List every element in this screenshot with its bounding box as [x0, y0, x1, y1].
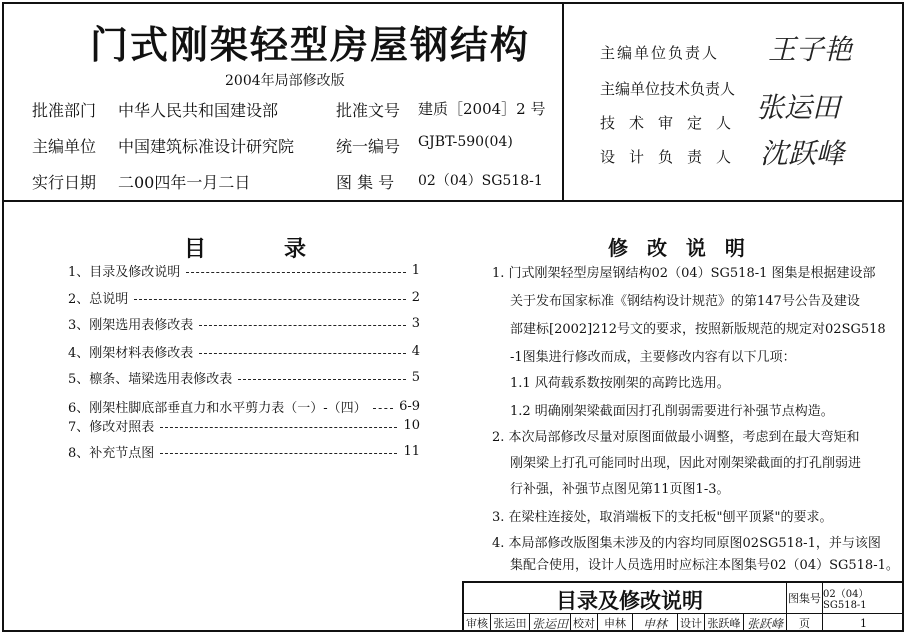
field-unified-no-label: 统一编号 [336, 137, 401, 156]
toc-leader [373, 408, 393, 409]
toc-item [68, 441, 420, 461]
toc-item-page: 10 [403, 417, 420, 433]
toc-leader [186, 272, 405, 273]
responsible-signature-1: 王子艳 [768, 33, 853, 66]
toc-item-label: 1、目录及修改说明 [68, 264, 181, 280]
toc-item [68, 415, 420, 435]
responsible-role-4: 设计负责人 [600, 148, 746, 166]
note-line: 1. 门式刚架轻型房屋钢结构02（04）SG518-1 图集是根据建设部 [492, 266, 876, 281]
toc-heading-right: 录 [284, 236, 307, 262]
responsible-role-1: 主编单位负责人 [600, 44, 720, 62]
toc-item-label: 8、补充节点图 [68, 445, 155, 461]
field-approval-dept-label: 批准部门 [32, 101, 97, 120]
note-line: 集配合使用，设计人员选用时应标注本图集号02（04）SG518-1。 [510, 558, 899, 573]
toc-leader [199, 325, 405, 326]
responsible-signature-4: 沈跃峰 [760, 137, 845, 170]
titleblock-atlas-value: 02（04）SG518-1 [823, 589, 869, 611]
note-line: -1图集进行修改而成，主要修改内容有以下几项： [510, 350, 796, 365]
page-title: 门式刚架轻型房屋钢结构 [90, 22, 531, 67]
titleblock-design-label: 设计 [678, 614, 705, 632]
titleblock-review-name: 张运田 [491, 614, 530, 632]
field-atlas-no-label: 图 集 号 [336, 173, 395, 192]
note-line: 1.2 明确刚架梁截面因打孔削弱需要进行补强节点构造。 [510, 404, 834, 419]
titleblock-check-sign: 申林 [633, 614, 678, 632]
note-line: 2. 本次局部修改尽量对原图面做最小调整，考虑到在最大弯矩和 [492, 430, 860, 445]
titleblock-page-label: 页 [787, 614, 823, 632]
field-atlas-no-value: 02（04）SG518-1 [418, 173, 543, 189]
toc-item [68, 396, 420, 416]
toc-item-label: 4、刚架材料表修改表 [68, 345, 194, 361]
titleblock-check-label: 校对 [571, 614, 598, 632]
toc-item [68, 367, 420, 387]
toc-item-page: 4 [411, 343, 420, 359]
field-approval-no-label: 批准文号 [336, 101, 401, 120]
header-divider [562, 2, 564, 202]
field-editor-unit-label: 主编单位 [32, 137, 97, 156]
toc-item-label: 7、修改对照表 [68, 419, 155, 435]
toc-leader [199, 353, 405, 354]
titleblock-design-name: 张跃峰 [705, 614, 744, 632]
toc-heading-left: 目 [184, 236, 207, 262]
toc-item-page: 3 [411, 315, 420, 331]
field-effective-date-label: 实行日期 [32, 173, 97, 192]
note-line: 3. 在梁柱连接处，取消端板下的支托板"刨平顶紧"的要求。 [492, 510, 833, 525]
note-line: 行补强，补强节点图见第11页图1-3。 [510, 482, 730, 497]
responsible-role-2: 主编单位技术负责人 [600, 80, 736, 98]
field-approval-dept-value: 中华人民共和国建设部 [118, 101, 279, 120]
titleblock-title: 目录及修改说明 [556, 589, 703, 613]
toc-item-page: 1 [411, 262, 420, 278]
titleblock-page-value: 1 [860, 616, 867, 630]
note-line: 1.1 风荷载系数按刚架的高跨比选用。 [510, 376, 730, 391]
notes-heading: 修 改 说 明 [608, 236, 751, 260]
toc-item [68, 313, 420, 333]
toc-item [68, 341, 420, 361]
responsible-role-3: 技术审定人 [600, 114, 746, 132]
titleblock-review-sign: 张运田 [530, 614, 571, 632]
toc-leader [134, 299, 405, 300]
toc-item-page: 6-9 [399, 398, 420, 414]
header-bottom-line [2, 200, 904, 202]
note-line: 关于发布国家标准《钢结构设计规范》的第147号公告及建设 [510, 294, 860, 309]
titleblock-check-name: 申林 [598, 614, 633, 632]
toc-item-label: 3、刚架选用表修改表 [68, 317, 194, 333]
field-approval-no-value: 建质［2004］2 号 [418, 100, 546, 118]
toc-item-label: 6、刚架柱脚底部垂直力和水平剪力表（一）-（四） [68, 400, 367, 416]
note-line: 刚架梁上打孔可能同时出现，因此对刚架梁截面的打孔削弱进 [510, 456, 862, 471]
toc-item-label: 2、总说明 [68, 291, 129, 307]
titleblock-atlas-label: 图集号 [788, 592, 821, 605]
toc-item-page: 11 [403, 443, 420, 459]
toc-item-page: 2 [411, 289, 420, 305]
page-subtitle: 2004年局部修改版 [225, 73, 345, 89]
toc-item [68, 260, 420, 280]
toc-leader [160, 453, 397, 454]
responsible-signature-2: 张运田 [756, 91, 841, 124]
toc-leader [238, 379, 405, 380]
note-line: 4. 本局部修改版图集未涉及的内容均同原图02SG518-1，并与该图 [492, 536, 881, 551]
titleblock-design-sign: 张跃峰 [746, 616, 783, 631]
toc-item-page: 5 [411, 369, 420, 385]
titleblock-review-label: 审核 [464, 614, 491, 632]
toc-item [68, 287, 420, 307]
toc-item-label: 5、檩条、墙梁选用表修改表 [68, 371, 233, 387]
field-effective-date-value: 二00四年一月二日 [118, 173, 251, 192]
note-line: 部建标[2002]212号文的要求，按照新版规范的规定对02SG518 [510, 322, 886, 337]
toc-leader [160, 427, 397, 428]
field-editor-unit-value: 中国建筑标准设计研究院 [118, 137, 295, 156]
field-unified-no-value: GJBT-590(04) [418, 134, 513, 150]
